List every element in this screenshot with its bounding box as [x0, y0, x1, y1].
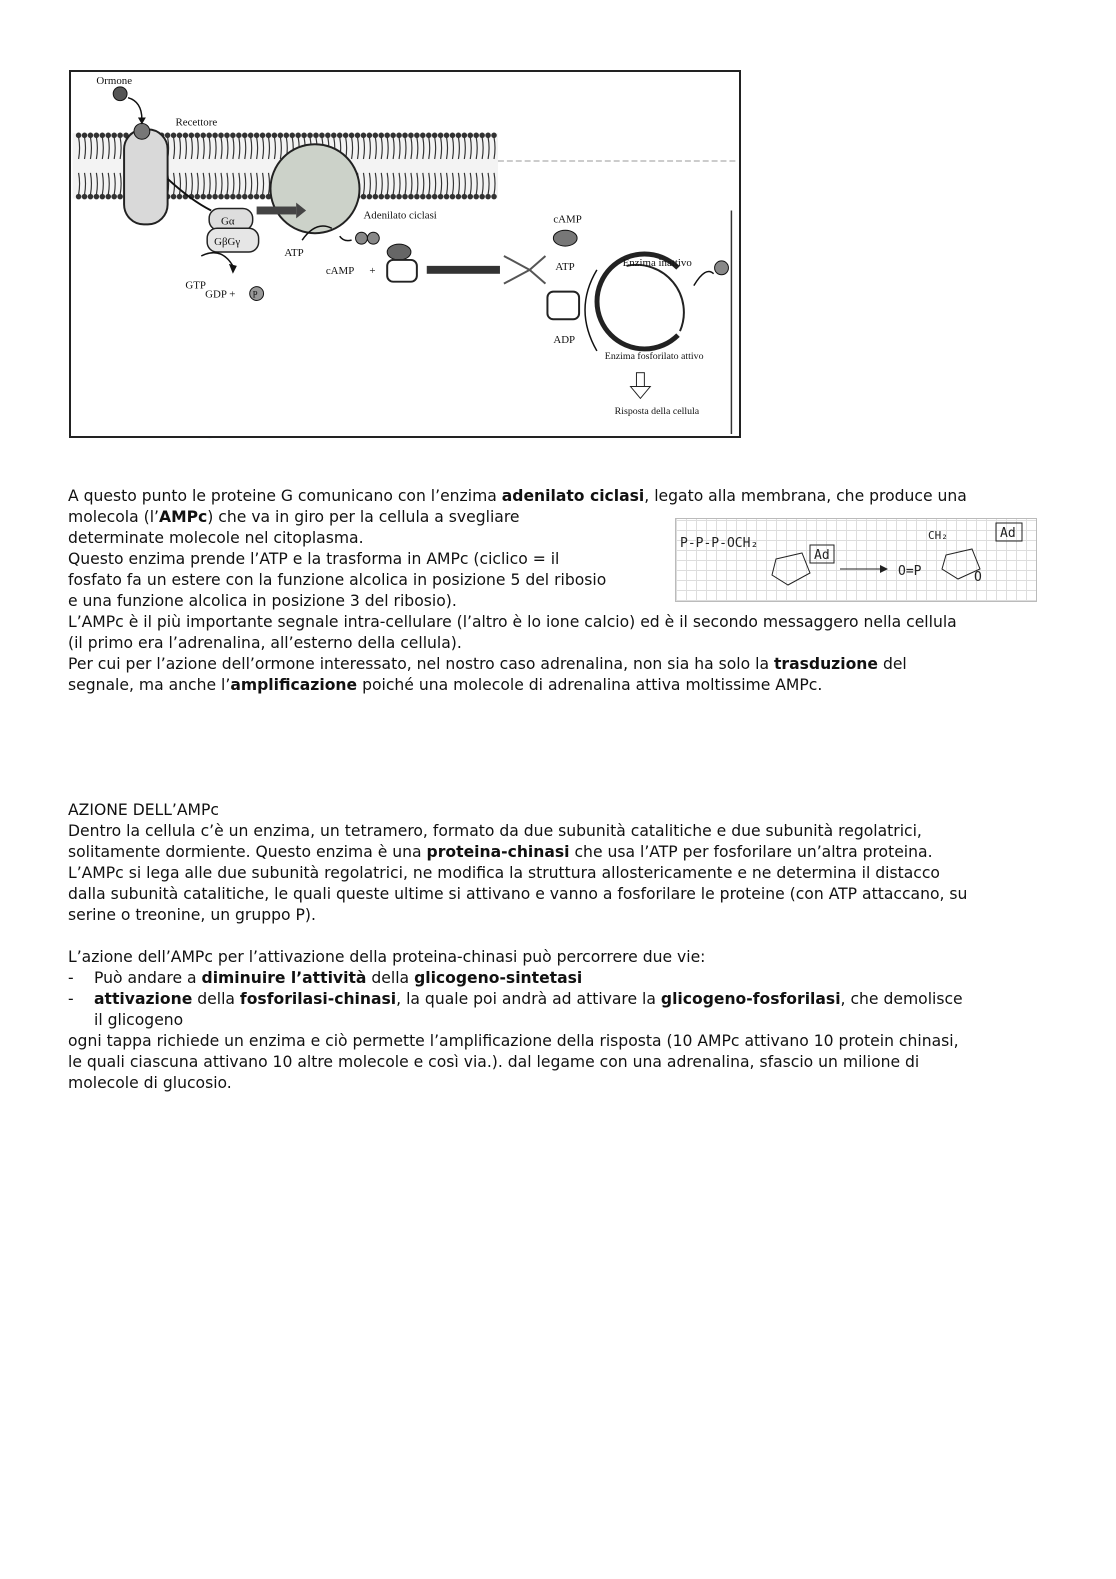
lipid-head — [397, 194, 401, 198]
bold-term: fosforilasi-chinasi — [239, 990, 397, 1008]
lipid-head — [403, 194, 407, 198]
lipid-head — [379, 133, 383, 137]
lipid-head — [171, 194, 175, 198]
lipid-head — [367, 194, 371, 198]
text-run: Per cui per l’azione dell’ormone interessato, nel nostro caso adrenalina, non sia ha solo la — [68, 655, 774, 673]
sketch-phosphate: O=P — [898, 564, 922, 579]
lipid-head — [427, 194, 431, 198]
text-line: determinate molecole nel citoplasma. — [68, 529, 364, 547]
lipid-head — [373, 194, 377, 198]
text-line: serine o treonine, un gruppo P). — [68, 906, 316, 924]
activation-split-arrow — [504, 256, 546, 284]
text-run: Può andare a — [94, 969, 202, 987]
label-enzima-fosforilato-attivo: Enzima fosforilato attivo — [604, 350, 704, 362]
lipid-head — [225, 133, 229, 137]
label-g-beta-gamma: GβGγ — [214, 236, 241, 249]
text-line: L’AMPc è il più importante segnale intra-cellulare (l’altro è lo ione calcio) ed è il secondo messaggero nella cellula — [68, 613, 957, 631]
text-line: Dentro la cellula c’è un enzima, un tetramero, formato da due subunità catalitiche e due subunità regolatrici, — [68, 822, 922, 840]
label-adenilato-ciclasi: Adenilato ciclasi — [363, 209, 437, 222]
lipid-head — [468, 194, 472, 198]
label-plus: + — [369, 264, 376, 277]
bold-term: adenilato ciclasi — [501, 487, 645, 505]
lipid-head — [82, 133, 86, 137]
lipid-head — [272, 133, 276, 137]
lipid-head — [290, 133, 294, 137]
label-risposta-cellula: Risposta della cellula — [614, 406, 700, 418]
lipid-head — [118, 194, 122, 198]
lipid-head — [213, 133, 217, 137]
lipid-head — [326, 133, 330, 137]
pyrophosphate-icon-a — [356, 232, 368, 244]
lipid-head — [361, 194, 365, 198]
sketch-triphosphate-chain: P-P-P-OCH₂ — [680, 536, 759, 551]
lipid-head — [254, 194, 258, 198]
label-ormone: Ormone — [96, 74, 133, 87]
lipid-head — [165, 133, 169, 137]
lipid-head — [189, 133, 193, 137]
lipid-head — [462, 133, 466, 137]
lipid-head — [421, 194, 425, 198]
lipid-head — [492, 194, 496, 198]
bold-term: diminuire l’attività — [201, 969, 367, 987]
lipid-head — [94, 194, 98, 198]
lipid-head — [308, 133, 312, 137]
lipid-head — [207, 133, 211, 137]
lipid-head — [314, 133, 318, 137]
lipid-head — [219, 194, 223, 198]
bullet-dash: - — [68, 969, 74, 987]
lipid-head — [213, 194, 217, 198]
gtp-arrow — [201, 253, 233, 266]
lipid-head — [195, 133, 199, 137]
list-item — [68, 968, 1048, 989]
lipid-head — [284, 133, 288, 137]
text-run: , legato alla membrana, che produce una — [644, 487, 967, 505]
lipid-head — [409, 133, 413, 137]
lipid-head — [237, 133, 241, 137]
text-run: della — [192, 990, 240, 1008]
lipid-head — [349, 133, 353, 137]
text-run: ) che va in giro per la cellula a svegliare — [207, 508, 520, 526]
lipid-head — [385, 194, 389, 198]
lipid-head — [415, 133, 419, 137]
lipid-head — [343, 133, 347, 137]
catalytic-subunit-icon — [547, 292, 579, 320]
lipid-head — [338, 133, 342, 137]
lipid-head — [332, 133, 336, 137]
lipid-head — [456, 133, 460, 137]
label-gdp: GDP + — [205, 288, 236, 301]
text-line — [68, 486, 1048, 507]
sketch-base-left: Ad — [814, 548, 830, 563]
lipid-head — [444, 194, 448, 198]
lipid-head — [397, 133, 401, 137]
lipid-head — [379, 194, 383, 198]
lipid-head — [432, 133, 436, 137]
lipid-head — [260, 194, 264, 198]
lipid-head — [278, 133, 282, 137]
lipid-head — [249, 133, 253, 137]
cell-membrane — [73, 133, 738, 199]
lipid-head — [201, 194, 205, 198]
text-line — [68, 654, 1048, 675]
response-arrow-shaft — [636, 373, 644, 387]
lipid-head — [100, 133, 104, 137]
lipid-head — [254, 133, 258, 137]
lipid-head — [444, 133, 448, 137]
lipid-head — [391, 194, 395, 198]
lipid-head — [474, 194, 478, 198]
lipid-head — [195, 194, 199, 198]
text-line — [68, 842, 1048, 863]
lipid-head — [100, 194, 104, 198]
lipid-head — [409, 194, 413, 198]
text-run: solitamente dormiente. Questo enzima è una — [68, 843, 427, 861]
lipid-head — [480, 133, 484, 137]
atp-adp-arrow — [585, 270, 597, 351]
text-run: della — [366, 969, 415, 987]
section-azione-ampc — [68, 800, 1048, 1094]
text-run: poiché una molecole di adrenalina attiva moltissime AMPc. — [357, 676, 823, 694]
text-line — [68, 675, 1048, 696]
text-run: A questo punto le proteine G comunicano con l’enzima — [68, 487, 502, 505]
lipid-head — [219, 133, 223, 137]
bold-term: attivazione — [94, 990, 193, 1008]
text-run: segnale, ma anche l’ — [68, 676, 231, 694]
sketch-base-right: Ad — [1000, 526, 1016, 541]
list-item — [68, 989, 1048, 1031]
text-line: L’AMPc si lega alle due subunità regolatrici, ne modifica la struttura allostericamente e ne determina il distacco — [68, 864, 940, 882]
lipid-head — [243, 194, 247, 198]
bold-term: glicogeno-fosforilasi — [660, 990, 841, 1008]
lipid-head — [201, 133, 205, 137]
text-run: del — [877, 655, 907, 673]
text-line — [68, 507, 658, 528]
kinase-cycle-arc-right — [627, 265, 684, 331]
lipid-head — [403, 133, 407, 137]
text-line: fosfato fa un estere con la funzione alcolica in posizione 5 del ribosio — [68, 571, 607, 589]
lipid-head — [106, 133, 110, 137]
lipid-head — [462, 194, 466, 198]
figure-canvas — [71, 72, 739, 436]
gtp-arrowhead — [229, 264, 237, 274]
lipid-head — [177, 133, 181, 137]
lipid-head — [88, 194, 92, 198]
list-item-text — [94, 989, 963, 1031]
label-atp-right: ATP — [555, 260, 575, 273]
bold-term: proteina-chinasi — [426, 843, 570, 861]
lipid-head — [391, 133, 395, 137]
lipid-head — [486, 194, 490, 198]
lipid-head — [432, 194, 436, 198]
bold-term: amplificazione — [230, 676, 358, 694]
text-run: , che demolisce — [840, 990, 963, 1008]
paragraph-adenylyl-cyclase — [68, 486, 1048, 696]
protein-kinase-complex — [387, 244, 417, 282]
ppi-arrow — [340, 236, 352, 240]
label-p-gdp: P — [252, 289, 258, 300]
lipid-head — [367, 133, 371, 137]
lipid-head — [492, 133, 496, 137]
lipid-head — [183, 133, 187, 137]
lipid-head — [237, 194, 241, 198]
lipid-head — [118, 133, 122, 137]
lipid-head — [450, 194, 454, 198]
text-run: il glicogeno — [94, 1011, 184, 1029]
lipid-head — [415, 194, 419, 198]
lipid-head — [177, 194, 181, 198]
lipid-head — [296, 133, 300, 137]
lipid-head — [486, 133, 490, 137]
text-run: molecola (l’ — [68, 508, 159, 526]
lipid-head — [106, 194, 110, 198]
bold-term: glicogeno-sintetasi — [414, 969, 583, 987]
lipid-head — [373, 133, 377, 137]
lipid-head — [94, 133, 98, 137]
text-line: dalla subunità catalitiche, le quali queste ultime si attivano e vanno a fosforilare le proteine (con ATP attaccano, su — [68, 885, 968, 903]
sketch-ch2: CH₂ — [928, 529, 948, 542]
sketch-oxygen: O — [974, 570, 982, 585]
activation-arrow-bar — [427, 266, 500, 274]
lipid-head — [266, 133, 270, 137]
lipid-head — [82, 194, 86, 198]
label-adp: ADP — [553, 334, 576, 347]
lipid-head — [474, 133, 478, 137]
lipid-head — [76, 194, 80, 198]
phosphate-release-arrow — [694, 272, 714, 286]
response-arrow-head — [631, 387, 651, 399]
lipid-head — [438, 133, 442, 137]
text-run: che usa l’ATP per fosforilare un’altra proteina. — [569, 843, 933, 861]
bold-term: trasduzione — [773, 655, 878, 673]
lipid-head — [302, 133, 306, 137]
label-g-alpha: Gα — [221, 215, 235, 228]
hormone-molecule — [113, 87, 146, 125]
lipid-head — [480, 194, 484, 198]
section-heading: AZIONE DELL’AMPc — [68, 801, 219, 819]
receptor-protein — [124, 123, 168, 224]
pyrophosphate-icon-b — [367, 232, 379, 244]
lipid-head — [320, 133, 324, 137]
lipid-head — [112, 194, 116, 198]
label-camp-mid: cAMP — [325, 264, 355, 277]
lipid-head — [249, 194, 253, 198]
text-line: ogni tappa richiede un enzima e ciò permette l’amplificazione della risposta (10 AMPc attivano 10 protein chinasi, — [68, 1032, 959, 1050]
label-camp-right: cAMP — [553, 213, 582, 226]
text-line: L’azione dell’AMPc per l’attivazione della proteina-chinasi può percorrere due vie: — [68, 948, 706, 966]
phosphate-icon-right — [715, 261, 729, 275]
lipid-head — [171, 133, 175, 137]
camp-icon — [553, 230, 577, 246]
list-item-text — [94, 968, 582, 989]
text-line: le quali ciascuna attivano 10 altre molecole e così via.). dal legame con una adrenalina, sfascio un milione di — [68, 1053, 920, 1071]
text-line: molecole di glucosio. — [68, 1074, 232, 1092]
bullet-dash: - — [68, 990, 74, 1008]
lipid-head — [361, 133, 365, 137]
label-enzima-inattivo: Enzima inattivo — [622, 256, 692, 269]
lipid-head — [450, 133, 454, 137]
label-recettore: Recettore — [175, 116, 218, 129]
signal-transduction-figure — [69, 70, 741, 438]
lipid-head — [260, 133, 264, 137]
text-line: e una funzione alcolica in posizione 3 del ribosio). — [68, 592, 457, 610]
text-line: Questo enzima prende l’ATP e la trasforma in AMPc (ciclico = il — [68, 550, 560, 568]
lipid-head — [468, 133, 472, 137]
text-line: (il primo era l’adrenalina, all’esterno della cellula). — [68, 634, 462, 652]
lipid-head — [421, 133, 425, 137]
lipid-head — [438, 194, 442, 198]
paragraph-gap — [68, 926, 1048, 947]
lipid-head — [231, 194, 235, 198]
lipid-head — [231, 133, 235, 137]
lipid-head — [385, 133, 389, 137]
lipid-head — [355, 133, 359, 137]
bold-term: AMPc — [159, 508, 208, 526]
lipid-head — [76, 133, 80, 137]
lipid-head — [88, 133, 92, 137]
lipid-head — [456, 194, 460, 198]
lipid-head — [207, 194, 211, 198]
label-atp-left: ATP — [284, 246, 304, 259]
lipid-head — [112, 133, 116, 137]
lipid-head — [427, 133, 431, 137]
label-gtp: GTP — [185, 279, 206, 292]
lipid-head — [225, 194, 229, 198]
text-run: , la quale poi andrà ad attivare la — [396, 990, 661, 1008]
lipid-head — [243, 133, 247, 137]
